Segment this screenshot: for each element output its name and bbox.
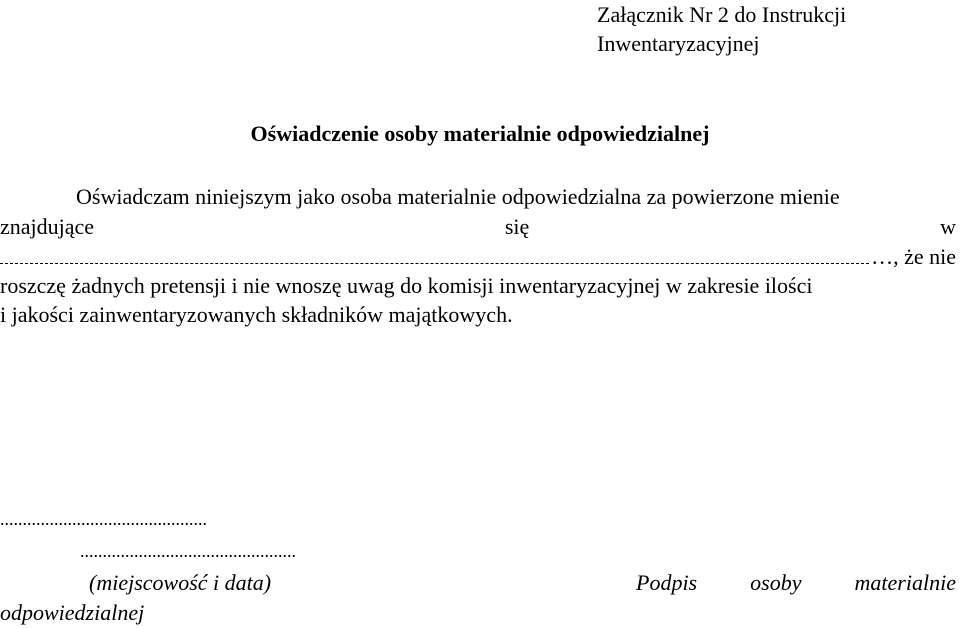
signature-blank: ................................................ (80, 541, 296, 561)
signature-word-1: Podpis (636, 570, 698, 595)
declaration-body (0, 182, 956, 330)
signature-labels (0, 568, 956, 628)
document-title: Oświadczenie osoby materialnie odpowiedzialnej (250, 121, 710, 146)
signature-word-2: osoby (750, 570, 802, 595)
body-line-1: Oświadczam niniejszym jako osoba materialnie odpowiedzialna za powierzone mienie (76, 184, 840, 209)
body-word-reflexive: się (504, 213, 530, 239)
location-blank (0, 241, 869, 264)
place-date-label: (miejscowość i data) (89, 570, 272, 595)
body-word-located: znajdujące (0, 213, 95, 239)
location-fill-line (0, 241, 956, 271)
annex-line-2: Inwentaryzacyjnej (597, 31, 760, 56)
place-date-blank: .............................................. (0, 509, 207, 529)
body-line-2 (0, 212, 956, 242)
signature-label (636, 568, 956, 598)
body-line-5: i jakości zainwentaryzowanych składników majątkowych. (0, 302, 513, 327)
body-line-3-tail: …, że nie (871, 244, 956, 269)
annex-reference (597, 0, 937, 58)
annex-line-1: Załącznik Nr 2 do Instrukcji (597, 2, 847, 27)
body-line-4: roszczę żadnych pretensji i nie wnoszę uwag do komisji inwentaryzacyjnej w zakresie ilości (0, 272, 813, 298)
body-word-in: w (940, 213, 956, 239)
signature-word-3: materialnie (854, 570, 956, 595)
signature-labels-line-1 (0, 568, 956, 598)
signature-label-line-2: odpowiedzialnej (0, 600, 145, 625)
